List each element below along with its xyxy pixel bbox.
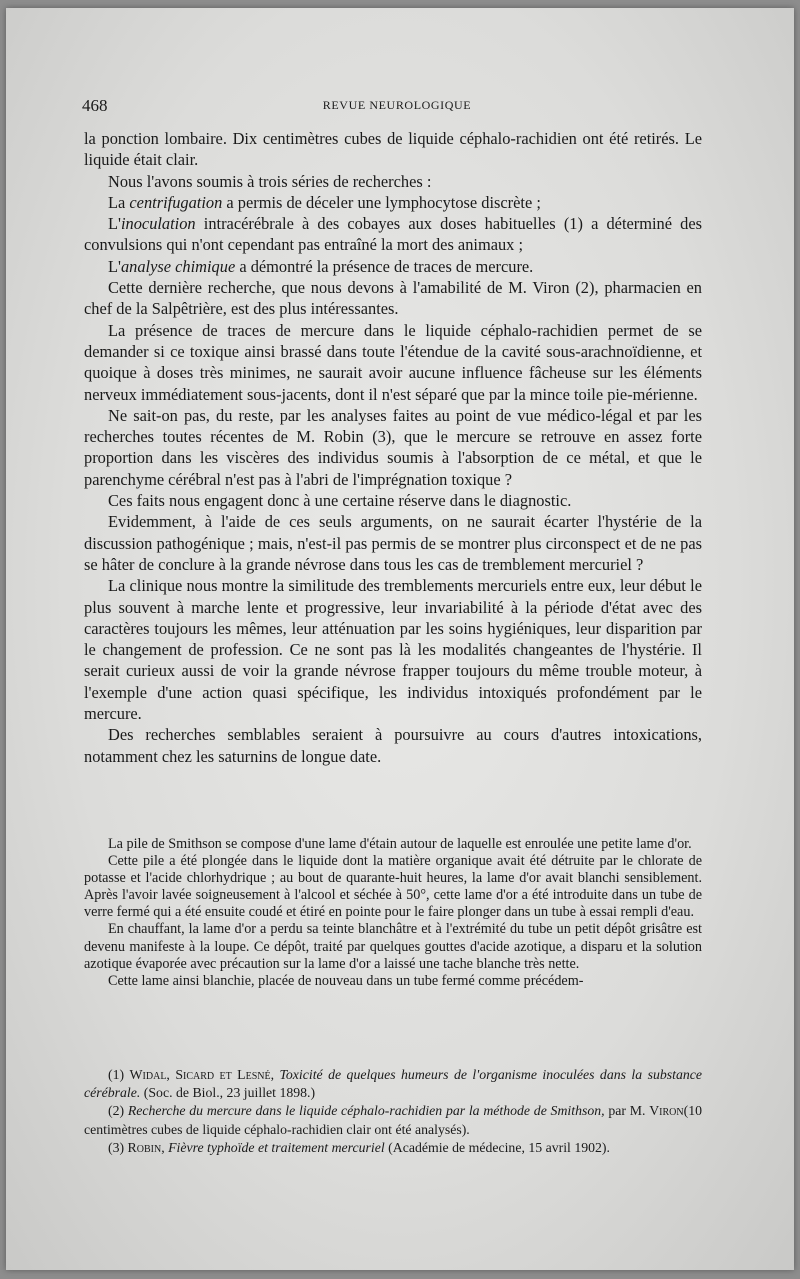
- footnote-number: (3): [108, 1139, 125, 1155]
- technical-note: [84, 836, 702, 990]
- paragraph: Nous l'avons soumis à trois séries de recherches :: [108, 171, 432, 191]
- note-paragraph: La pile de Smithson se compose d'une lame d'étain autour de laquelle est enroulée une petite lame d'or.: [108, 836, 692, 852]
- text-run: L': [108, 256, 121, 276]
- text-run: a permis de déceler une lymphocytose discrète ;: [226, 192, 541, 212]
- page-number: 468: [82, 96, 108, 115]
- paragraph: La présence de traces de mercure dans le liquide céphalo-rachidien permet de se demander si ce toxique ainsi brassé dans toute l'étendue de la cavité sous-arachnoïdienne, et quoique à doses très minimes, ne saurait avoir aucune influence fâcheuse sur les éléments nerveux immédiatement sous-jacents, dont il n'est séparé que par la mince toile pie-mérienne.: [84, 320, 702, 404]
- paragraph: Ces faits nous engagent donc à une certaine réserve dans le diagnostic.: [108, 491, 572, 511]
- note-paragraph: Cette pile a été plongée dans le liquide dont la matière organique avait été détruite par le chlorate de potasse et l'acide chlorhydrique ; au bout de quarante-huit heures, la lame d'or avait blanchi sensiblement. Après l'avoir lavée soigneusement à l'alcool et séchée à 50°, cette lame d'or a été introduite dans un tube de verre fermé qui a été ensuite coudé et étiré en pointe pour le faire plonger dans un tube à essai rempli d'eau.: [84, 853, 702, 921]
- footnote-title: Recherche du mercure dans le liquide céphalo-rachidien par la méthode de Smithson,: [127, 1103, 605, 1119]
- footnotes: [84, 1066, 702, 1157]
- paragraph: La clinique nous montre la similitude des tremblements mercuriels entre eux, leur début le plus souvent à marche lente et progressive, leur invariabilité à la période d'état avec des caractères toujours les mêmes, leur atténuation par les soins hygiéniques, leur disparition par le changement de profession. Ce ne sont pas là les modalités changeantes de l'hystérie. Il serait curieux aussi de voir la grande névrose frapper toujours du même trouble moteur, à l'exemple d'une action quasi spécifique, les individus intoxiqués profondément par le mercure.: [84, 576, 702, 724]
- paragraph: Des recherches semblables seraient à poursuivre au cours d'autres intoxications, notamment chez les saturnins de longue date.: [84, 725, 702, 766]
- italic-term: analyse chimique: [120, 256, 236, 276]
- paragraph: Ne sait-on pas, du reste, par les analyses faites au point de vue médico-légal et par les recherches toutes récentes de M. Robin (3), que le mercure se retrouve en assez forte proportion dans les viscères des individus soumis à l'absorption de ce métal, et que le parenchyme cérébral n'est pas à l'abri de l'imprégnation toxique ?: [84, 405, 702, 489]
- text-run: L': [108, 214, 121, 234]
- text-run: intracérébrale à des cobayes aux doses habituelles (1) a déterminé des convulsions qui n'ont cependant pas entraîné la mort des animaux ;: [84, 214, 702, 255]
- footnote-1: [84, 1066, 702, 1102]
- paragraph: [84, 213, 702, 256]
- paragraph: Cette dernière recherche, que nous devons à l'amabilité de M. Viron (2), pharmacien en chef de la Salpêtrière, est des plus intéressantes.: [84, 278, 702, 319]
- paragraph: [84, 256, 702, 277]
- note-paragraph: Cette lame ainsi blanchie, placée de nouveau dans un tube fermé comme précédem-: [108, 972, 584, 989]
- text-run: a démontré la présence de traces de mercure.: [239, 256, 534, 276]
- page: [6, 8, 794, 1270]
- footnote-3: [84, 1139, 702, 1157]
- paragraph: [84, 192, 702, 213]
- footnote-authors: Widal, Sicard et Lesné,: [129, 1067, 275, 1082]
- italic-term: centrifugation: [129, 192, 223, 212]
- footnote-number: (1): [108, 1067, 125, 1082]
- footnote-authors: Robin,: [127, 1139, 165, 1155]
- footnote-title: Toxicité de quelques humeurs de l'organisme inoculées dans la substance cérébrale.: [84, 1067, 702, 1101]
- footnote-text: par M.: [608, 1103, 646, 1119]
- footnote-source: (Soc. de Biol., 23 juillet 1898.): [143, 1085, 316, 1101]
- footnote-number: (2): [108, 1103, 125, 1119]
- footnote-source: (Académie de médecine, 15 avril 1902).: [388, 1139, 610, 1155]
- footnote-2: [84, 1102, 702, 1138]
- note-paragraph: En chauffant, la lame d'or a perdu sa teinte blanchâtre et à l'extrémité du tube un petit dépôt grisâtre est devenu manifeste à la loupe. Ce dépôt, traité par quelques gouttes d'acide azotique, a disparu et la solution azotique évaporée avec précaution sur la lame d'or a laissé une tache blanche très nette.: [84, 921, 702, 972]
- journal-title: REVUE NEUROLOGIQUE: [322, 98, 472, 112]
- italic-term: inoculation: [120, 214, 196, 234]
- footnote-source: (10 centimètres cubes de liquide céphalo-rachidien clair ont été analysés).: [84, 1103, 703, 1137]
- paragraph: la ponction lombaire. Dix centimètres cubes de liquide céphalo-rachidien ont été retirés. Le liquide était clair.: [84, 129, 702, 170]
- running-head: [82, 96, 712, 118]
- main-text: [84, 128, 702, 767]
- footnote-authors: Viron: [649, 1103, 684, 1119]
- text-run: La: [108, 192, 126, 212]
- footnote-title: Fièvre typhoïde et traitement mercuriel: [168, 1139, 385, 1155]
- paragraph: Evidemment, à l'aide de ces seuls arguments, on ne saurait écarter l'hystérie de la discussion pathogénique ; mais, n'est-il pas permis de se montrer plus circonspect et de ne pas se hâter de conclure à la grande névrose dans tous les cas de tremblement mercuriel ?: [84, 512, 702, 574]
